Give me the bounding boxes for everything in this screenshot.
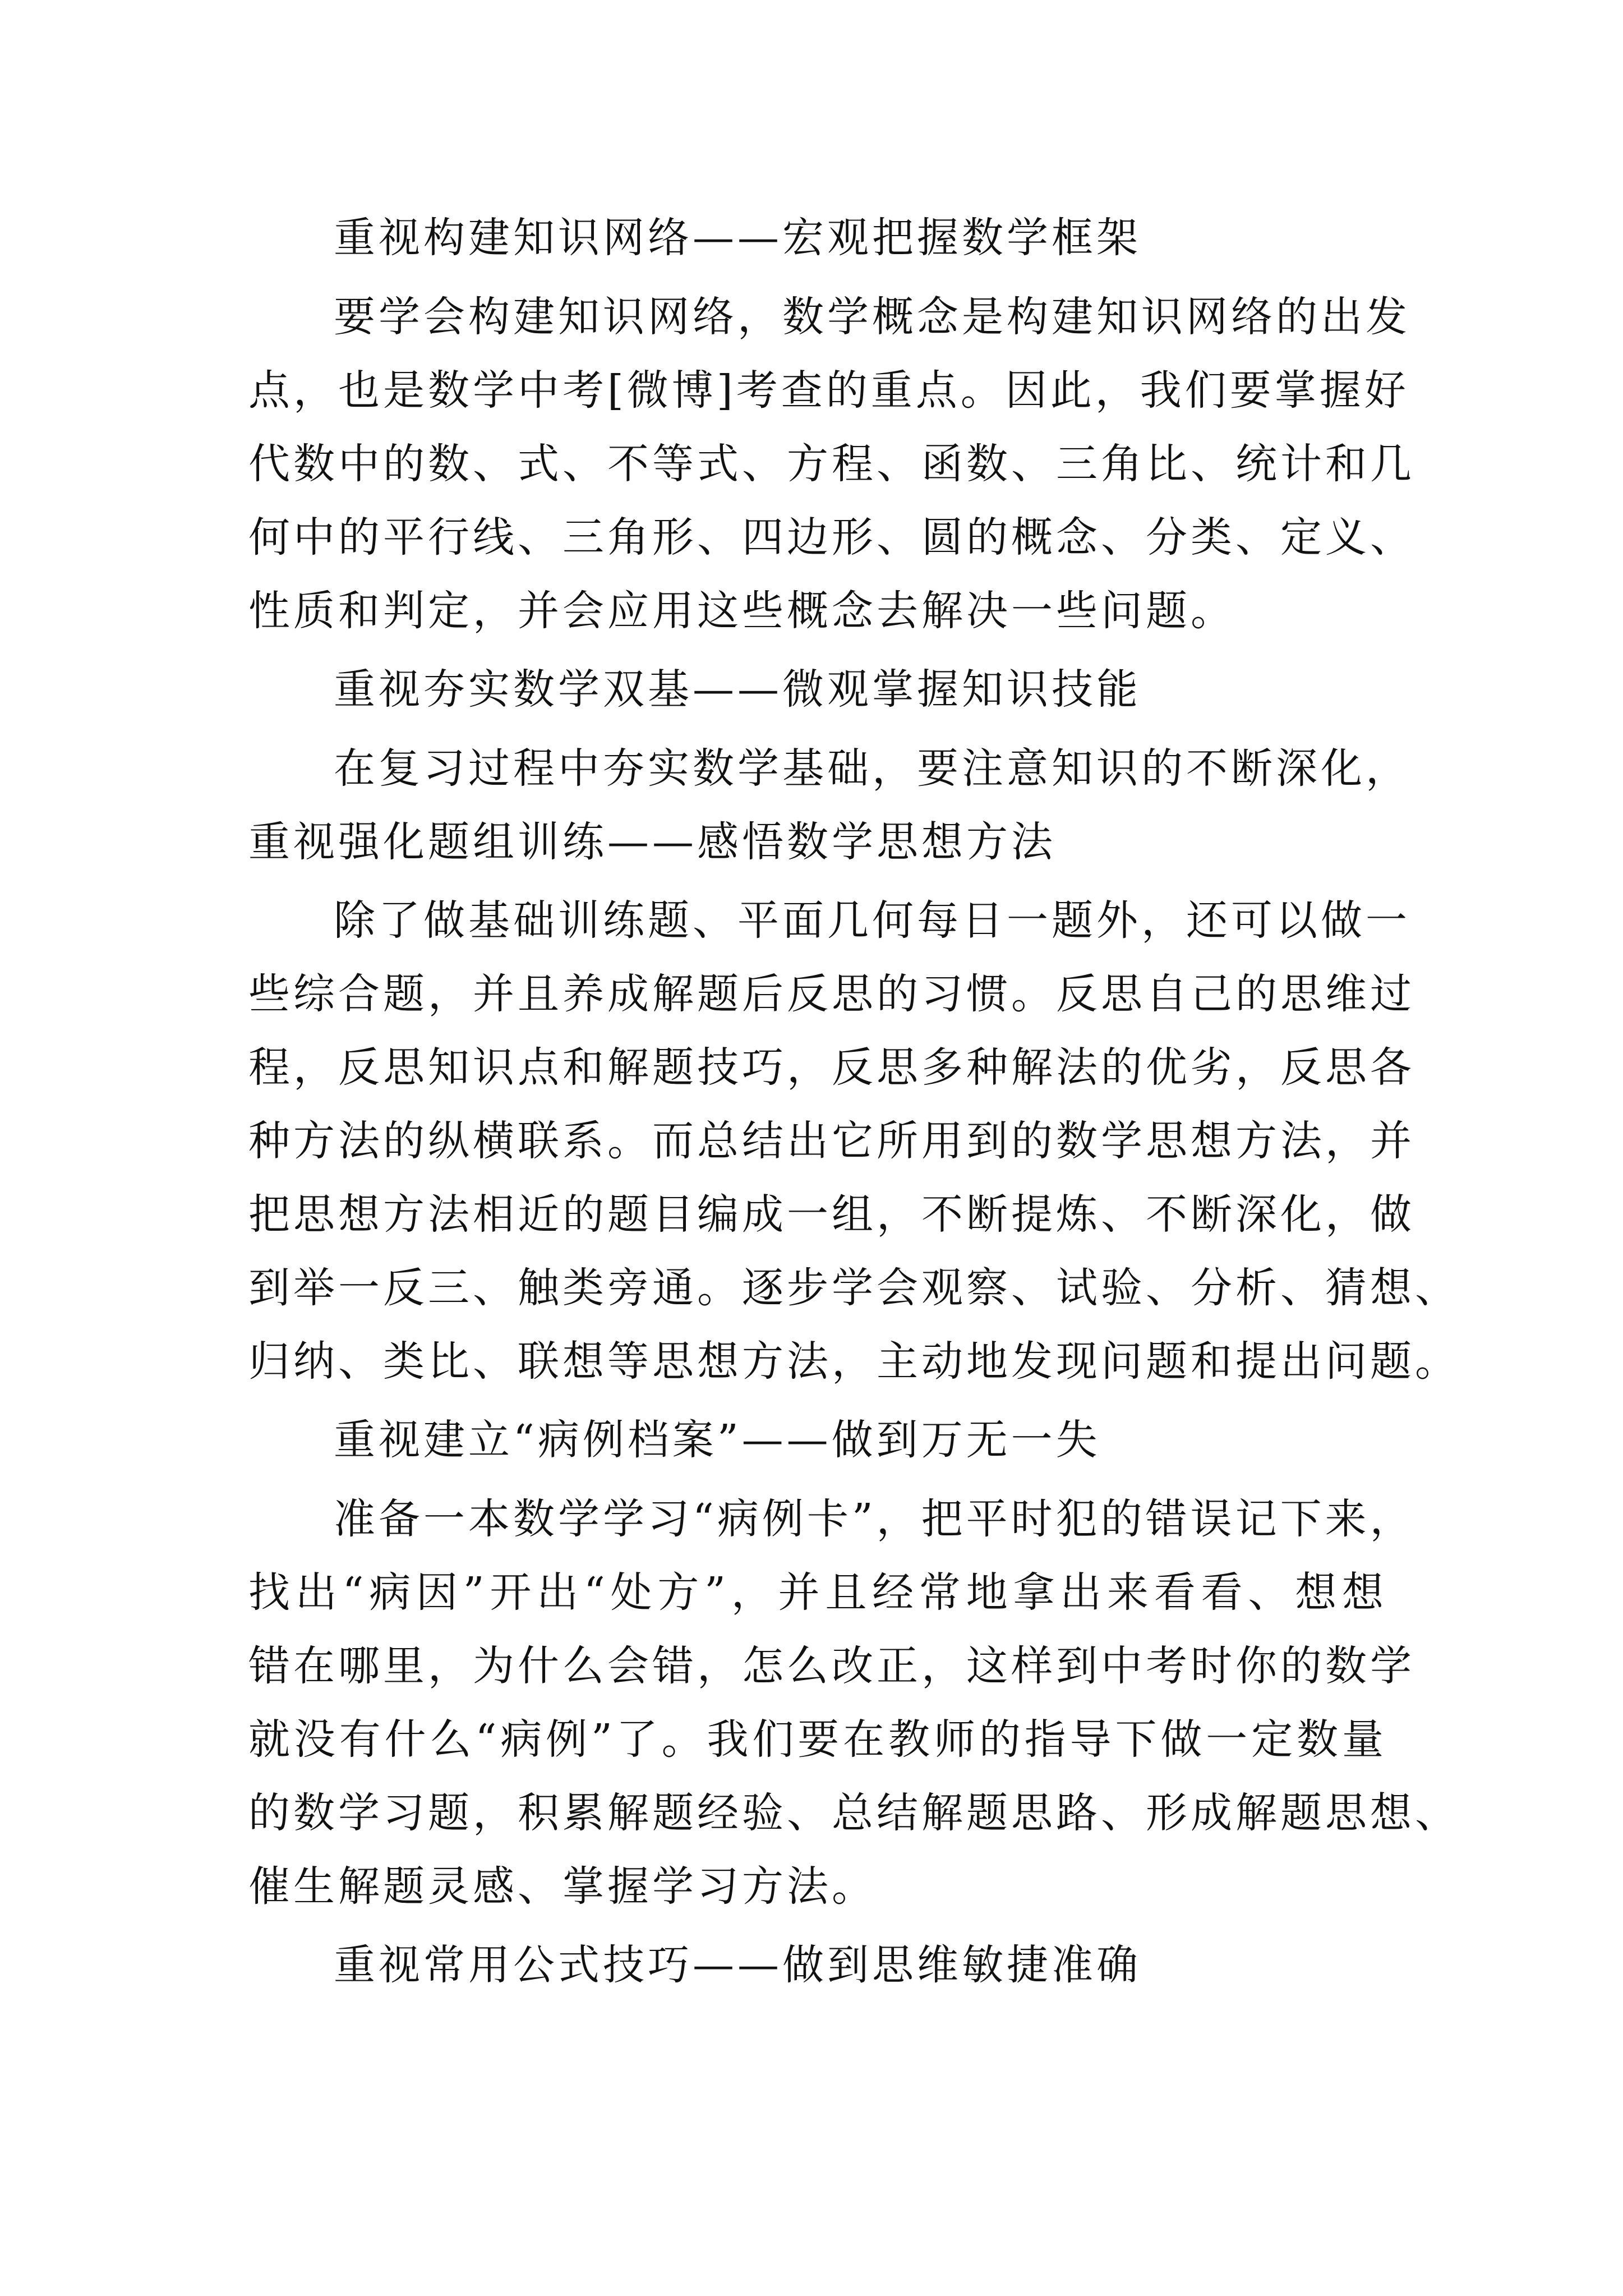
paragraph-line: 准备一本数学学习“病例卡”，把平时犯的错误记下来， (334, 1495, 1415, 1543)
paragraph-line: 把思想方法相近的题目编成一组，不断提炼、不断深化，做 (248, 1190, 1415, 1239)
paragraph-line: 除了做基础训练题、平面几何每日一题外，还可以做一 (334, 896, 1410, 945)
paragraph-line: 代数中的数、式、不等式、方程、函数、三角比、统计和几 (248, 440, 1415, 488)
section-heading-knowledge-network: 重视构建知识网络——宏观把握数学框架 (334, 214, 1141, 262)
paragraph-line: 在复习过程中夯实数学基础，要注意知识的不断深化， (334, 744, 1410, 793)
section-heading-error-records: 重视建立“病例档案”——做到万无一失 (334, 1416, 1101, 1464)
section-heading-basics: 重视夯实数学双基——微观掌握知识技能 (334, 665, 1141, 714)
paragraph-line: 程，反思知识点和解题技巧，反思多种解法的优劣，反思各 (248, 1043, 1415, 1092)
paragraph-line: 错在哪里，为什么会错，怎么改正，这样到中考时你的数学 (248, 1642, 1415, 1690)
paragraph-line: 就没有什么“病例”了。我们要在教师的指导下做一定数量 (248, 1715, 1387, 1764)
paragraph-line: 找出“病因”开出“处方”，并且经常地拿出来看看、想想 (248, 1568, 1387, 1617)
paragraph-line: 归纳、类比、联想等思想方法，主动地发现问题和提出问题。 (248, 1337, 1460, 1386)
section-heading-formulas: 重视常用公式技巧——做到思维敏捷准确 (334, 1941, 1141, 1989)
paragraph-line: 点，也是数学中考[微博]考查的重点。因此，我们要掌握好 (248, 366, 1409, 415)
paragraph-line: 性质和判定，并会应用这些概念去解决一些问题。 (248, 587, 1235, 635)
paragraph-line: 种方法的纵横联系。而总结出它所用到的数学思想方法，并 (248, 1117, 1415, 1165)
paragraph-line: 要学会构建知识网络，数学概念是构建知识网络的出发 (334, 293, 1410, 341)
paragraph-line: 的数学习题，积累解题经验、总结解题思路、形成解题思想、 (248, 1789, 1460, 1837)
paragraph-line: 到举一反三、触类旁通。逐步学会观察、试验、分析、猜想、 (248, 1264, 1460, 1312)
paragraph-line: 些综合题，并且养成解题后反思的习惯。反思自己的思维过 (248, 970, 1415, 1018)
section-heading-problem-groups: 重视强化题组训练——感悟数学思想方法 (248, 818, 1056, 866)
paragraph-line: 催生解题灵感、掌握学习方法。 (248, 1862, 877, 1911)
paragraph-line: 何中的平行线、三角形、四边形、圆的概念、分类、定义、 (248, 513, 1415, 562)
